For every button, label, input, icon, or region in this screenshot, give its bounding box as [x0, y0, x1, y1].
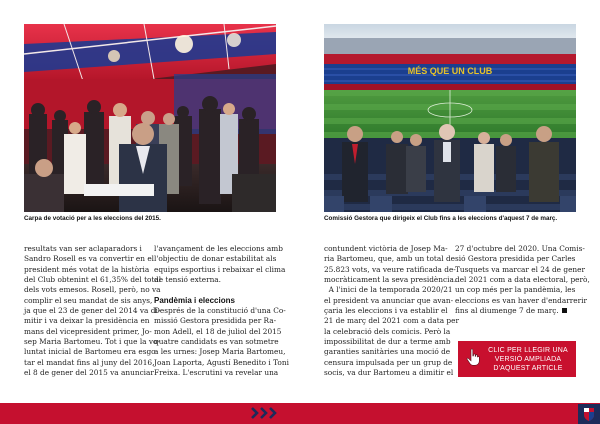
right-photo-caption: Comissió Gestora que dirigeix el Club fins a les eleccions d'aquest 7 de març. [324, 215, 558, 222]
voting-tent-photo [24, 24, 276, 212]
section-heading: Pandèmia i eleccions [154, 295, 235, 305]
text-line: president més votat de la història [24, 264, 150, 274]
text-line: l'avançament de les eleccions amb [154, 244, 283, 253]
text-line: el president va anunciar que avan- [324, 295, 454, 305]
text-line: missió Gestora presidida per Ra- [154, 316, 277, 326]
text-line: l'objectiu de donar estabilitat als [154, 254, 277, 264]
text-line: quatre candidats es van sotmetre [154, 337, 279, 347]
text-line: un cop més per la pandèmia, les [455, 285, 576, 295]
text-line: A l'inici de la temporada 2020/21 [324, 285, 453, 295]
text-line: ria Bartomeu, que, amb un total de [324, 254, 455, 264]
text-line: de tensió externa. [154, 275, 222, 285]
svg-text:MÉS QUE UN CLUB: MÉS QUE UN CLUB [407, 66, 493, 76]
article-column-2 [154, 244, 289, 378]
text-line: Després de la constitució d'una Co- [154, 306, 286, 316]
text-line: a les urnes: Josep Maria Bartomeu, [154, 347, 286, 357]
article-column-1 [24, 244, 162, 378]
hand-pointer-icon [466, 348, 480, 366]
article-column-3 [324, 244, 459, 378]
text-line: Joan Laporta, Agustí Benedito i Toni [154, 357, 289, 367]
text-line: sió Gestora presidida per Carles [455, 254, 576, 264]
text-line: mitir i va deixar la presidència en [24, 316, 150, 326]
committee-stadium-photo [324, 24, 576, 212]
text-line: contundent victòria de Josep Ma- [324, 244, 448, 253]
text-line: 21 de març del 2021 com a data per [324, 316, 459, 326]
text-line: garanties sanitàries una moció de [324, 347, 451, 357]
text-line: ja que el 23 de gener del 2014 va di- [24, 306, 161, 316]
text-line: eleccions es van haver d'endarrerir [455, 295, 587, 305]
club-crest-icon[interactable] [578, 404, 600, 424]
text-line: socis, va dur Bartomeu a dimitir el [324, 368, 454, 378]
text-line: mocràticament la seva presidència. [324, 275, 457, 285]
footer-bar [0, 403, 600, 424]
text-line: luntat inicial de Bartomeu era esgo- [24, 347, 159, 357]
text-line: del Club obtenint el 61,35% del total [24, 275, 162, 285]
text-line: Freixa. L'escrutini va revelar una [154, 368, 279, 378]
text-line: censura impulsada per un grup de [324, 357, 453, 367]
triple-chevron-right-icon[interactable] [250, 406, 280, 420]
article-column-4 [455, 244, 590, 316]
text-line: impossibilitat de dur a terme amb [324, 337, 451, 347]
text-line: la celebració dels comicis. Però la [324, 326, 451, 336]
left-photo-caption: Carpa de votació per a les eleccions del 2015. [24, 215, 161, 222]
text-line: 25.823 vots, va veure ratificada de- [324, 264, 456, 274]
text-line: Sandro Rosell es va convertir en el [24, 254, 155, 264]
text-line: equips esportius i rebaixar el clima [154, 264, 286, 274]
end-of-article-mark [562, 308, 567, 313]
text-line: sep Maria Bartomeu. Tot i que la vo- [24, 337, 160, 347]
text-line: çaria les eleccions i va establir el [324, 306, 448, 316]
read-extended-article-button[interactable] [458, 341, 576, 377]
text-line: 27 d'octubre del 2020. Una Comis- [455, 244, 585, 253]
text-line: mon Adell, el 18 de juliol del 2015 [154, 326, 282, 336]
text-line-final: fins al diumenge 7 de març. [455, 306, 579, 316]
cta-label: CLIC PER LLEGIR UNA VERSIÓ AMPLIADA D'AQUEST ARTICLE [488, 347, 568, 372]
text-line: del 2021 com a data electoral, però, [455, 275, 590, 285]
text-line: resultats van ser aclaparadors i [24, 244, 142, 253]
text-line: dels vots emesos. Rosell, però, no va [24, 285, 161, 295]
text-line: tar el mandat fins al juny del 2016, [24, 357, 155, 367]
text-line: mans del vicepresident primer, Jo- [24, 326, 152, 336]
text-line: Tusquets va marcar el 24 de gener [455, 264, 586, 274]
text-line: complir el seu mandat de sis anys, [24, 295, 153, 305]
text-line: el 8 de gener del 2015 va anunciar [24, 368, 154, 378]
